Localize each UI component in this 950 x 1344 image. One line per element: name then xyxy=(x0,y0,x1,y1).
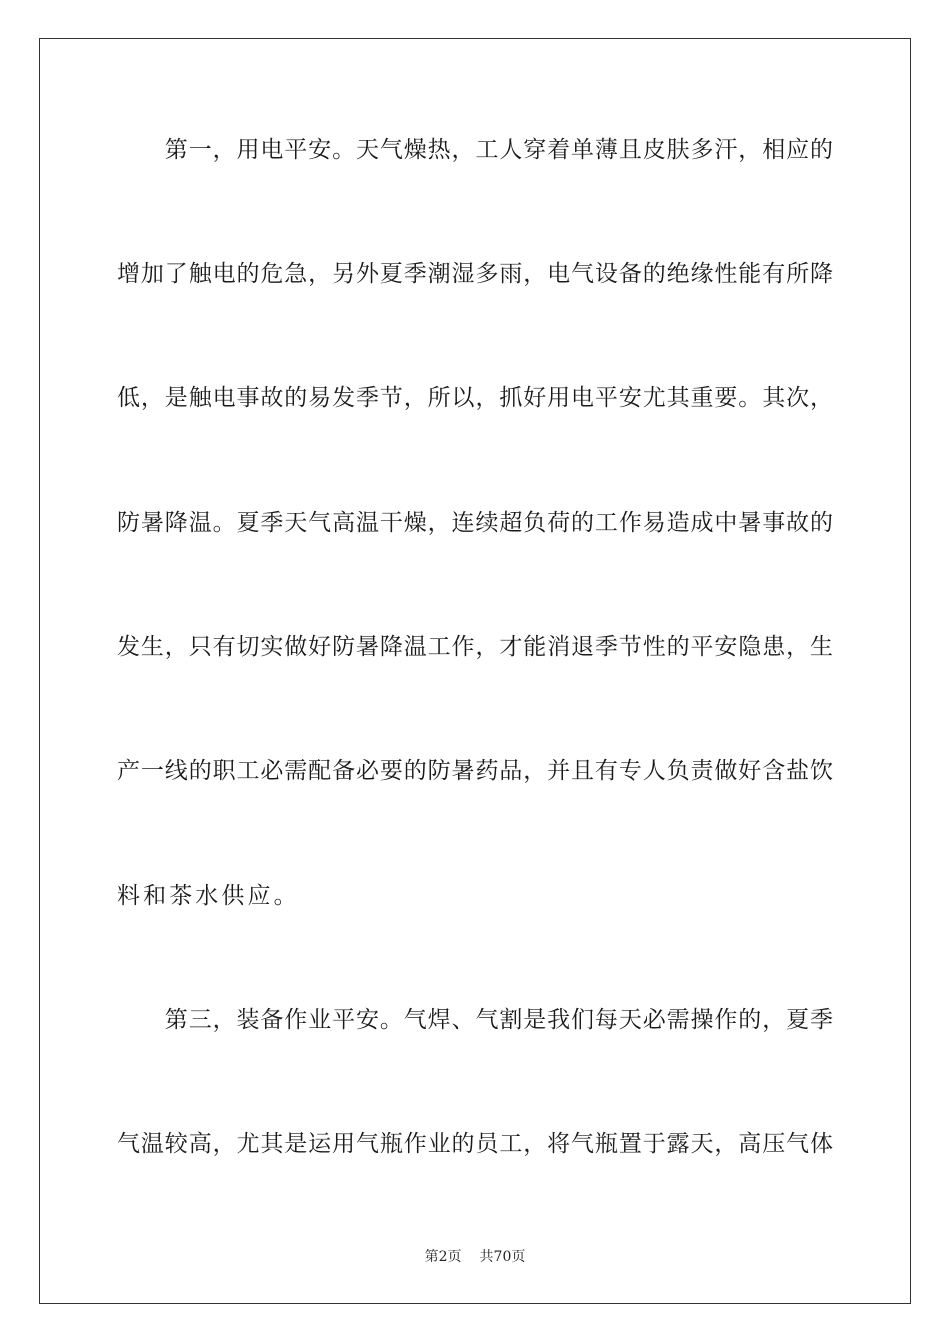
total-pages: 共70页 xyxy=(479,1249,526,1265)
page-border xyxy=(39,38,911,1304)
body-line-1: 第一，用电平安。天气燥热，工人穿着单薄且皮肤多汗，相应的 xyxy=(117,137,833,163)
body-line-4: 防暑降温。夏季天气高温干燥，连续超负荷的工作易造成中暑事故的 xyxy=(117,510,833,536)
body-line-7: 料和茶水供应。 xyxy=(117,883,300,909)
body-line-3: 低，是触电事故的易发季节，所以，抓好用电平安尤其重要。其次， xyxy=(117,385,833,411)
body-line-9: 气温较高，尤其是运用气瓶作业的员工，将气瓶置于露天，高压气体 xyxy=(117,1131,833,1157)
body-line-5: 发生，只有切实做好防暑降温工作，才能消退季节性的平安隐患，生 xyxy=(117,634,833,660)
page-number: 第2页 xyxy=(424,1249,462,1265)
body-line-8: 第三，装备作业平安。气焊、气割是我们每天必需操作的，夏季 xyxy=(117,1007,833,1033)
body-line-6: 产一线的职工必需配备必要的防暑药品，并且有专人负责做好含盐饮 xyxy=(117,758,833,784)
page-footer xyxy=(0,1248,950,1266)
body-line-2: 增加了触电的危急，另外夏季潮湿多雨，电气设备的绝缘性能有所降 xyxy=(117,261,833,287)
